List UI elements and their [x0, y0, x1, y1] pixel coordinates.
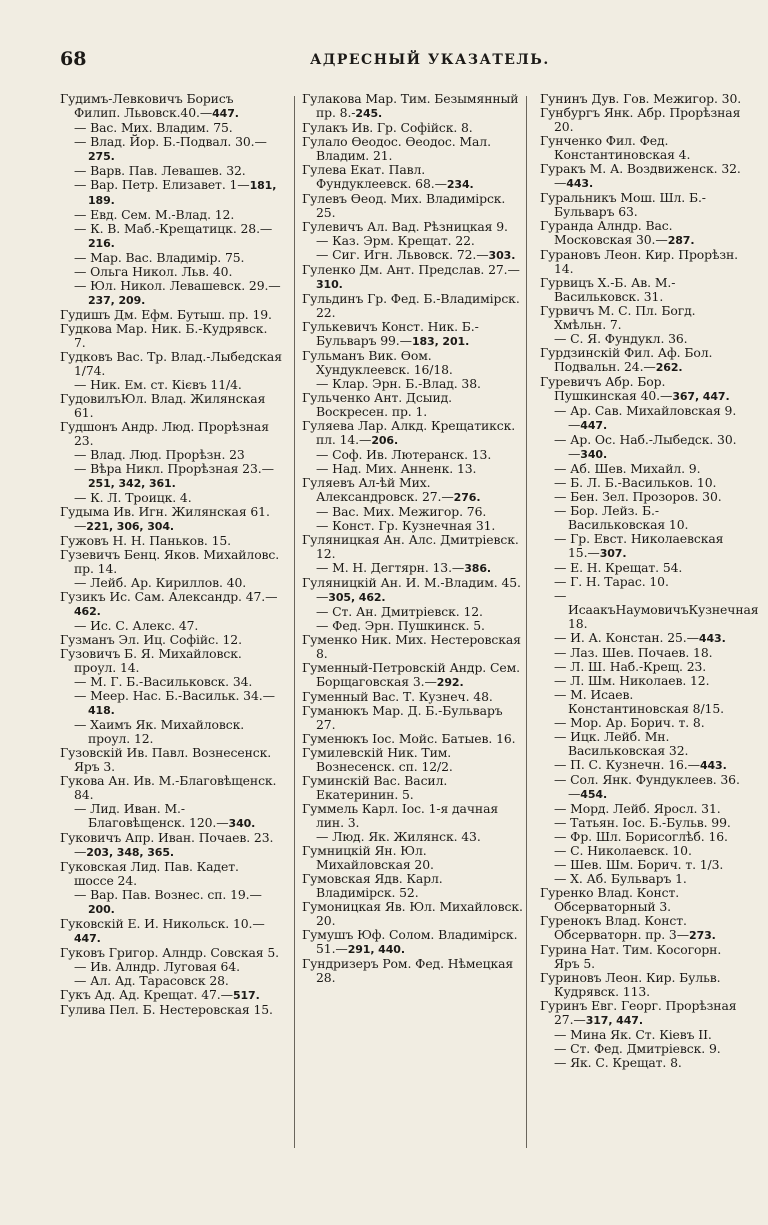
address-entry: — Клар. Эрн. Б.-Влад. 38.	[316, 376, 481, 391]
address-entry: — Вас. Мих. Владим. 75.	[74, 120, 233, 135]
address-entry: — Ицк. Лейб. Мн. Васильковская 32.	[554, 729, 689, 758]
address-entry: Гульдинъ Гр. Фед. Б.-Владимірск. 22.	[302, 291, 520, 320]
address-entry: — Мар. Вас. Владимір. 75.	[74, 250, 245, 265]
address-entry: — М. Г. Б.-Васильковск. 34.	[74, 674, 253, 689]
address-entry: Гуковская Лид. Пав. Кадет. шоссе 24.	[60, 859, 239, 888]
address-entry: Гуменюкъ Іос. Мойс. Батыев. 16.	[302, 731, 516, 746]
address-entry: Гурдзинскій Фил. Аф. Бол. Подвальн. 24.—262.	[540, 345, 713, 374]
address-entry: Гумницкій Ян. Юл. Михайловская 20.	[302, 843, 434, 872]
address-entry: Гукъ Ад. Ад. Крещат. 47.—517.	[60, 987, 260, 1002]
address-entry: — Ар. Сав. Михайловская 9.—447.	[554, 403, 737, 432]
address-entry: — Бен. Зел. Прозоров. 30.	[554, 489, 722, 504]
address-entry: Гундризеръ Ром. Фед. Нѣмецкая 28.	[302, 956, 514, 985]
page-number: 68	[60, 48, 87, 70]
address-entry: — Конст. Гр. Кузнечная 31.	[316, 518, 496, 533]
address-entry: — Над. Мих. Анненк. 13.	[316, 461, 477, 476]
address-entry: Гулевъ Ѳеод. Мих. Владимірск. 25.	[302, 191, 506, 220]
address-entry: Гуренокъ Влад. Конст. Обсерваторн. пр. 3—273.	[540, 913, 716, 942]
address-entry: Гуляевъ Ал-ѣй Мих. Александровск. 27.—276.	[302, 475, 481, 504]
address-entry: Гульченко Ант. Дсыид. Воскресен. пр. 1.	[302, 390, 453, 419]
address-entry: Гузманъ Эл. Иц. Софійс. 12.	[60, 632, 242, 647]
address-entry: — Соф. Ив. Лютеранск. 13.	[316, 447, 492, 462]
address-entry: Гуренко Влад. Конст. Обсерваторный 3.	[540, 885, 680, 914]
address-entry: Гуленко Дм. Ант. Предслав. 27.—310.	[302, 262, 520, 291]
address-entry: Гуральникъ Мош. Шл. Б.-Бульваръ 63.	[540, 190, 706, 219]
address-entry: — Каз. Эрм. Крещат. 22.	[316, 233, 475, 248]
address-entry: — Сиг. Игн. Львовск. 72.—303.	[316, 247, 516, 262]
address-entry: Гузикъ Ис. Сам. Александр. 47.—462.	[60, 589, 278, 618]
address-entry: Гуракъ М. А. Воздвиженск. 32.—443.	[540, 161, 741, 190]
address-entry: Гульманъ Вик. Ѳом. Хундуклеевск. 16/18.	[302, 348, 453, 377]
address-entry: — Х. Аб. Бульваръ 1.	[554, 871, 687, 886]
address-entry: Гудшонъ Андр. Люд. Прорѣзная 23.	[60, 419, 269, 448]
address-entry: Гуляницкая Ан. Алс. Дмитріевск. 12.	[302, 532, 519, 561]
address-entry: Гуляева Лар. Алкд. Крещатикск. пл. 14.—206.	[302, 418, 516, 447]
address-entry: — ИсаакъНаумовичъКузнечная 18.	[554, 588, 759, 631]
address-entry: Гуляницкій Ан. И. М.-Владим. 45.—305, 462.	[302, 575, 521, 604]
address-entry: — Фр. Шл. Борисоглѣб. 16.	[554, 829, 728, 844]
address-entry: Гуревичъ Абр. Бор. Пушкинская 40.—367, 447.	[540, 374, 730, 403]
address-entry: — Люд. Як. Жилянск. 43.	[316, 829, 481, 844]
address-entry: Гунинъ Дув. Гов. Межигор. 30.	[540, 91, 742, 106]
address-entry: — Мина Як. Ст. Кіевъ II.	[554, 1027, 712, 1042]
address-entry: — Ар. Ос. Наб.-Лыбедск. 30.—340.	[554, 432, 737, 461]
address-entry: — Фед. Эрн. Пушкинск. 5.	[316, 618, 485, 633]
address-entry: — Ст. Фед. Дмитріевск. 9.	[554, 1041, 721, 1056]
address-entry: — К. В. Маб.-Крещатицк. 28.—216.	[74, 221, 273, 250]
address-entry: Гуковичъ Апр. Иван. Почаев. 23.—203, 348, 365.	[60, 830, 274, 859]
address-entry: Гузевичъ Бенц. Яков. Михайловс. пр. 14.	[60, 547, 280, 576]
address-entry: — Меер. Нас. Б.-Васильк. 34.—418.	[74, 688, 275, 717]
address-entry: — Л. Шм. Николаев. 12.	[554, 673, 710, 688]
address-entry: — Ис. С. Алекс. 47.	[74, 618, 199, 633]
address-entry: Гудыма Ив. Игн. Жилянская 61.—221, 306, 304.	[60, 504, 270, 533]
address-entry: Гудишъ Дм. Ефм. Бутыш. пр. 19.	[60, 307, 272, 322]
address-entry: — Вар. Петр. Елизавет. 1—181, 189.	[74, 177, 277, 207]
address-entry: — Гр. Евст. Николаевская 15.—307.	[554, 531, 724, 560]
address-entry: Гуманюкъ Мар. Д. Б.-Бульваръ 27.	[302, 703, 503, 732]
address-entry: — Вас. Мих. Межигор. 76.	[316, 504, 487, 519]
address-entry: Гудковъ Вас. Тр. Влад.-Лыбедская 1/74.	[60, 349, 282, 378]
page-header	[60, 48, 710, 72]
address-entry: — И. А. Констан. 25.—443.	[554, 630, 726, 645]
address-entry: — Л. Ш. Наб.-Крещ. 23.	[554, 659, 707, 674]
address-entry: Гулакъ Ив. Гр. Софійск. 8.	[302, 120, 473, 135]
address-entry: — Г. Н. Тарас. 10.	[554, 574, 669, 589]
address-entry: — Вар. Пав. Вознес. сп. 19.—200.	[74, 887, 262, 916]
address-entry: — Ольга Никол. Льв. 40.	[74, 264, 233, 279]
address-entry: Гумилевскій Ник. Тим. Вознесенск. сп. 12/2.	[302, 745, 453, 774]
address-entry: Гуменный-Петровскій Андр. Сем. Борщаговская 3.—292.	[302, 660, 520, 689]
address-column-2	[302, 92, 524, 985]
column-rule	[526, 96, 527, 1148]
address-entry: — Ив. Алндр. Луговая 64.	[74, 959, 240, 974]
address-entry: Гурановъ Леон. Кир. Прорѣзн. 14.	[540, 247, 739, 276]
address-entry: — М. Н. Дегтярн. 13.—386.	[316, 560, 491, 575]
address-entry: Гурвицъ Х.-Б. Ав. М.-Васильковск. 31.	[540, 275, 676, 304]
address-entry: Гужовъ Н. Н. Паньков. 15.	[60, 533, 231, 548]
address-entry: — Влад. Люд. Прорѣзн. 23	[74, 447, 245, 462]
address-entry: — Влад. Йор. Б.-Подвал. 30.—275.	[74, 134, 267, 163]
address-entry: — Ал. Ад. Тарасовск 28.	[74, 973, 229, 988]
address-entry: — Морд. Лейб. Яросл. 31.	[554, 801, 721, 816]
address-entry: Гуммель Карл. Іос. 1-я дачная лин. 3.	[302, 801, 499, 830]
address-entry: — Хаимъ Як. Михайловск. проул. 12.	[74, 717, 245, 746]
address-entry: Гулакова Мар. Тим. Безымянный пр. 8.-245.	[302, 91, 519, 120]
address-column-3	[540, 91, 759, 1070]
address-entry: Гуминскій Вас. Васил. Екатеринин. 5.	[302, 773, 448, 802]
address-entry: Гурвичъ М. С. Пл. Богд. Хмѣльн. 7.	[540, 303, 696, 332]
address-entry: Гузовскій Ив. Павл. Вознесенск. Яръ 3.	[60, 745, 272, 774]
address-entry: — Б. Л. Б.-Васильков. 10.	[554, 475, 717, 490]
address-entry: Гурина Нат. Тим. Косогорн. Яръ 5.	[540, 942, 722, 971]
address-entry: Гуменный Вас. Т. Кузнеч. 48.	[302, 689, 493, 704]
address-entry: — Бор. Лейз. Б.-Васильковская 10.	[554, 503, 689, 532]
address-entry: Гуранда Алндр. Вас. Московская 30.—287.	[540, 218, 695, 247]
address-entry: — Лид. Иван. М.-Благовѣщенск. 120.—340.	[74, 801, 256, 830]
address-entry: Гумушъ Юф. Солом. Владимірск. 51.—291, 440.	[302, 927, 518, 956]
address-entry: — Вѣра Никл. Прорѣзная 23.—251, 342, 361.	[74, 461, 274, 490]
address-entry: — Е. Н. Крещат. 54.	[554, 560, 683, 575]
address-entry: Гунченко Фил. Фед. Константиновская 4.	[540, 133, 691, 162]
address-entry: — Евд. Сем. М.-Влад. 12.	[74, 207, 235, 222]
address-entry: — Юл. Никол. Левашевск. 29.—237, 209.	[74, 278, 281, 307]
address-entry: Гуриновъ Леон. Кир. Бульв. Кудрявск. 113.	[540, 970, 721, 999]
address-entry: Гумоницкая Яв. Юл. Михайловск. 20.	[302, 899, 523, 928]
address-entry: Гуменко Ник. Мих. Нестеровская 8.	[302, 632, 521, 661]
address-entry: — С. Я. Фундукл. 36.	[554, 331, 688, 346]
address-entry: Гуковскій Е. И. Никольск. 10.—447.	[60, 916, 265, 945]
address-entry: — Як. С. Крещат. 8.	[554, 1055, 682, 1070]
address-entry: — П. С. Кузнечн. 16.—443.	[554, 757, 727, 772]
address-entry: — Сол. Янк. Фундуклеев. 36.—454.	[554, 772, 740, 801]
address-entry: — К. Л. Троицк. 4.	[74, 490, 192, 505]
address-column-1	[60, 92, 282, 1017]
address-entry: Гулало Ѳеодос. Ѳеодос. Мал. Владим. 21.	[302, 134, 491, 163]
address-entry: — Лаз. Шев. Почаев. 18.	[554, 645, 713, 660]
column-rule	[294, 96, 295, 1148]
address-entry: — С. Николаевск. 10.	[554, 843, 692, 858]
address-entry: Гулевичъ Ал. Вад. Рѣзницкая 9.	[302, 219, 508, 234]
address-entry: Гузовичъ Б. Я. Михайловск. проул. 14.	[60, 646, 242, 675]
address-entry: Гулькевичъ Конст. Ник. Б.-Бульваръ 99.—183, 201.	[302, 319, 479, 348]
address-entry: Гуковъ Григор. Алндр. Совская 5.	[60, 945, 279, 960]
address-entry: Гунбургъ Янк. Абр. Прорѣзная 20.	[540, 105, 741, 134]
address-entry: — Ст. Ан. Дмитріевск. 12.	[316, 604, 483, 619]
address-entry: Гудимъ-Левковичъ Борисъ Филип. Львовск.40.—447.	[60, 91, 239, 120]
address-entry: Гулева Екат. Павл. Фундуклеевск. 68.—234.	[302, 162, 474, 191]
address-entry: — Ник. Ем. ст. Кієвъ 11/4.	[74, 377, 242, 392]
address-entry: Гудкова Мар. Ник. Б.-Кудрявск. 7.	[60, 321, 268, 350]
address-entry: — Варв. Пав. Левашев. 32.	[74, 163, 246, 178]
address-entry: — Татьян. Іос. Б.-Бульв. 99.	[554, 815, 731, 830]
address-entry: ГудовилъЮл. Влад. Жилянская 61.	[60, 391, 266, 420]
address-entry: Гумовская Ядв. Карл. Владимірск. 52.	[302, 871, 443, 900]
address-entry: — Аб. Шев. Михайл. 9.	[554, 461, 701, 476]
address-entry: Гулива Пел. Б. Нестеровская 15.	[60, 1002, 273, 1017]
address-entry: — Мор. Ар. Борич. т. 8.	[554, 715, 705, 730]
address-entry: Гуринъ Евг. Георг. Прорѣзная 27.—317, 447.	[540, 998, 737, 1027]
address-entry: — Шев. Шм. Борич. т. 1/3.	[554, 857, 724, 872]
address-entry: Гукова Ан. Ив. М.-Благовѣщенск. 84.	[60, 773, 277, 802]
address-entry: — М. Исаев. Константиновская 8/15.	[554, 687, 724, 716]
running-title: АДРЕСНЫЙ УКАЗАТЕЛЬ.	[310, 52, 550, 68]
address-entry: — Лейб. Ар. Кириллов. 40.	[74, 575, 247, 590]
